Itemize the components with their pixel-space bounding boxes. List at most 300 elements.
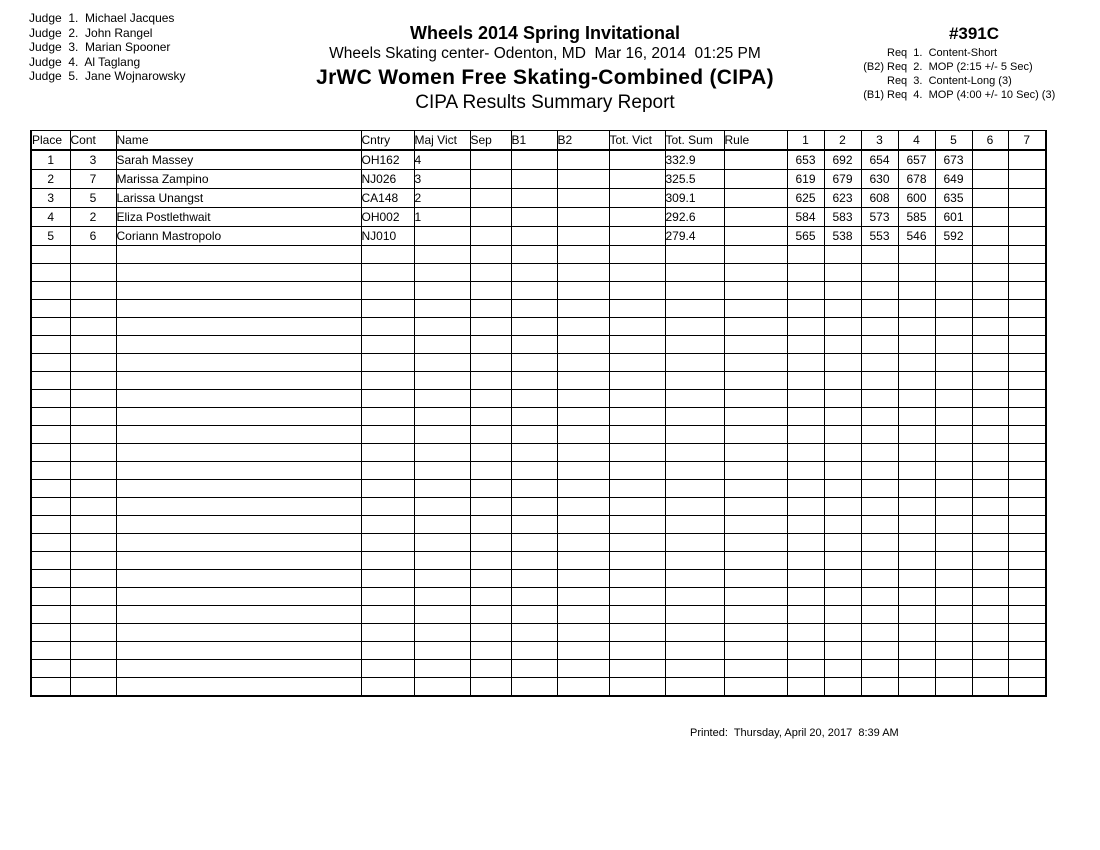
cell — [861, 570, 898, 588]
cell — [470, 552, 511, 570]
cell — [665, 480, 724, 498]
judge-line-2: Judge 2. John Rangel — [29, 25, 153, 40]
cell — [898, 408, 935, 426]
cell — [557, 678, 609, 696]
cell — [414, 498, 470, 516]
column-header: 5 — [935, 131, 972, 151]
cell — [414, 462, 470, 480]
column-header: Place — [31, 131, 70, 151]
cell — [470, 444, 511, 462]
cell — [470, 516, 511, 534]
cell — [972, 282, 1008, 300]
cell — [609, 606, 665, 624]
cell — [972, 336, 1008, 354]
cell: 2 — [70, 208, 116, 227]
cell — [724, 462, 787, 480]
cell — [361, 660, 414, 678]
cell — [1008, 480, 1046, 498]
cell — [70, 444, 116, 462]
cell: 292.6 — [665, 208, 724, 227]
cell — [787, 246, 824, 264]
cell — [665, 588, 724, 606]
cell: 619 — [787, 170, 824, 189]
table-row — [31, 606, 1046, 624]
cell — [31, 444, 70, 462]
cell: 3 — [414, 170, 470, 189]
cell — [972, 227, 1008, 246]
cell — [116, 570, 361, 588]
cell — [70, 354, 116, 372]
results-table-body — [31, 150, 1046, 696]
cell — [609, 570, 665, 588]
cell — [861, 498, 898, 516]
cell — [665, 552, 724, 570]
cell: 7 — [70, 170, 116, 189]
column-header: Tot. Sum — [665, 131, 724, 151]
cell — [787, 264, 824, 282]
column-header: 2 — [824, 131, 861, 151]
cell — [116, 408, 361, 426]
cell — [898, 282, 935, 300]
cell — [787, 534, 824, 552]
table-row — [31, 516, 1046, 534]
cell — [824, 570, 861, 588]
cell — [414, 678, 470, 696]
cell — [414, 660, 470, 678]
cell — [609, 552, 665, 570]
cell — [609, 372, 665, 390]
cell — [557, 246, 609, 264]
cell — [414, 318, 470, 336]
cell — [70, 480, 116, 498]
cell — [898, 318, 935, 336]
cell — [972, 426, 1008, 444]
cell — [361, 282, 414, 300]
cell — [511, 170, 557, 189]
judge-line-1: Judge 1. Michael Jacques — [29, 11, 175, 25]
cell — [824, 336, 861, 354]
cell — [724, 208, 787, 227]
cell — [609, 264, 665, 282]
judge-line-4: Judge 4. Al Taglang — [29, 54, 141, 69]
cell — [824, 372, 861, 390]
table-row — [31, 534, 1046, 552]
cell — [1008, 318, 1046, 336]
cell — [972, 642, 1008, 660]
cell — [787, 426, 824, 444]
cell — [511, 372, 557, 390]
cell — [609, 282, 665, 300]
cell — [898, 678, 935, 696]
column-header: 3 — [861, 131, 898, 151]
cell: 546 — [898, 227, 935, 246]
cell — [824, 318, 861, 336]
cell — [470, 462, 511, 480]
cell: 309.1 — [665, 189, 724, 208]
cell — [609, 660, 665, 678]
cell — [861, 480, 898, 498]
cell: Eliza Postlethwait — [116, 208, 361, 227]
cell — [557, 462, 609, 480]
cell — [31, 534, 70, 552]
cell — [824, 678, 861, 696]
cell: 538 — [824, 227, 861, 246]
cell — [724, 189, 787, 208]
cell — [824, 264, 861, 282]
cell — [861, 516, 898, 534]
cell: 325.5 — [665, 170, 724, 189]
cell — [470, 318, 511, 336]
cell: 5 — [70, 189, 116, 208]
cell — [898, 516, 935, 534]
table-row — [31, 462, 1046, 480]
cell — [665, 300, 724, 318]
cell — [972, 462, 1008, 480]
cell — [557, 150, 609, 170]
cell — [116, 264, 361, 282]
cell — [557, 354, 609, 372]
cell — [31, 480, 70, 498]
cell: 553 — [861, 227, 898, 246]
cell — [470, 208, 511, 227]
cell: 4 — [414, 150, 470, 170]
cell — [70, 534, 116, 552]
cell — [935, 678, 972, 696]
cell — [724, 534, 787, 552]
cell — [470, 372, 511, 390]
cell: 679 — [824, 170, 861, 189]
cell — [724, 588, 787, 606]
cell — [609, 534, 665, 552]
cell — [511, 642, 557, 660]
cell — [1008, 170, 1046, 189]
cell — [609, 208, 665, 227]
table-row — [31, 660, 1046, 678]
cell — [1008, 552, 1046, 570]
cell: 1 — [31, 150, 70, 170]
cell — [609, 516, 665, 534]
cell — [1008, 606, 1046, 624]
cell — [724, 354, 787, 372]
cell — [665, 408, 724, 426]
cell — [511, 336, 557, 354]
cell — [1008, 390, 1046, 408]
requirement-prefix: (B2) — [863, 61, 884, 73]
cell: 649 — [935, 170, 972, 189]
cell: 673 — [935, 150, 972, 170]
cell: 573 — [861, 208, 898, 227]
cell — [557, 227, 609, 246]
cell — [609, 354, 665, 372]
cell — [609, 189, 665, 208]
cell — [724, 227, 787, 246]
column-header: Rule — [724, 131, 787, 151]
column-header: 7 — [1008, 131, 1046, 151]
cell: Larissa Unangst — [116, 189, 361, 208]
cell — [116, 552, 361, 570]
cell — [557, 390, 609, 408]
cell — [1008, 534, 1046, 552]
cell: OH002 — [361, 208, 414, 227]
column-header: 6 — [972, 131, 1008, 151]
cell — [470, 150, 511, 170]
cell — [414, 354, 470, 372]
cell — [898, 372, 935, 390]
cell — [724, 336, 787, 354]
cell — [70, 606, 116, 624]
judges-list — [29, 11, 186, 84]
table-row — [31, 372, 1046, 390]
cell — [1008, 660, 1046, 678]
cell — [511, 516, 557, 534]
cell: 635 — [935, 189, 972, 208]
cell — [609, 227, 665, 246]
cell — [724, 444, 787, 462]
venue-datetime: Wheels Skating center- Odenton, MD Mar 16, 2014 01:25 PM — [329, 45, 761, 62]
cell — [861, 606, 898, 624]
cell — [414, 426, 470, 444]
cell — [861, 300, 898, 318]
cell — [511, 534, 557, 552]
cell — [361, 570, 414, 588]
cell — [898, 444, 935, 462]
cell — [972, 189, 1008, 208]
cell — [31, 570, 70, 588]
table-row — [31, 624, 1046, 642]
cell: CA148 — [361, 189, 414, 208]
cell — [470, 606, 511, 624]
cell — [557, 336, 609, 354]
cell — [824, 516, 861, 534]
cell: 654 — [861, 150, 898, 170]
cell — [724, 246, 787, 264]
cell — [935, 300, 972, 318]
cell — [31, 426, 70, 444]
cell — [116, 390, 361, 408]
cell — [361, 498, 414, 516]
cell — [972, 678, 1008, 696]
cell — [935, 498, 972, 516]
cell: 4 — [31, 208, 70, 227]
cell — [361, 462, 414, 480]
cell — [470, 570, 511, 588]
cell — [972, 444, 1008, 462]
cell — [470, 390, 511, 408]
cell — [898, 498, 935, 516]
cell — [470, 336, 511, 354]
cell — [972, 570, 1008, 588]
cell — [724, 552, 787, 570]
cell — [724, 150, 787, 170]
column-header: Maj Vict — [414, 131, 470, 151]
cell — [787, 354, 824, 372]
cell — [116, 516, 361, 534]
cell — [972, 390, 1008, 408]
cell — [361, 354, 414, 372]
cell — [935, 516, 972, 534]
cell — [31, 624, 70, 642]
cell — [609, 444, 665, 462]
cell — [557, 372, 609, 390]
cell — [935, 408, 972, 426]
cell: 565 — [787, 227, 824, 246]
table-row — [31, 642, 1046, 660]
cell — [414, 227, 470, 246]
cell — [116, 606, 361, 624]
cell — [70, 570, 116, 588]
cell — [361, 264, 414, 282]
table-row — [31, 444, 1046, 462]
cell — [898, 660, 935, 678]
cell — [1008, 264, 1046, 282]
cell — [557, 624, 609, 642]
cell — [787, 498, 824, 516]
cell — [470, 227, 511, 246]
cell — [557, 300, 609, 318]
cell — [116, 498, 361, 516]
results-table — [30, 130, 1047, 697]
cell: 583 — [824, 208, 861, 227]
cell — [31, 282, 70, 300]
requirement-text: Req 1. Content-Short — [887, 47, 998, 59]
cell — [557, 208, 609, 227]
cell — [470, 189, 511, 208]
cell — [70, 264, 116, 282]
cell — [935, 318, 972, 336]
cell: 3 — [31, 189, 70, 208]
cell — [414, 282, 470, 300]
cell — [724, 570, 787, 588]
cell — [557, 170, 609, 189]
requirement-line-4 — [856, 88, 1055, 102]
cell — [1008, 678, 1046, 696]
cell — [609, 246, 665, 264]
cell — [361, 426, 414, 444]
cell — [361, 588, 414, 606]
cell — [511, 246, 557, 264]
cell — [414, 516, 470, 534]
cell — [1008, 642, 1046, 660]
cell — [935, 282, 972, 300]
cell — [898, 390, 935, 408]
cell — [787, 588, 824, 606]
cell — [511, 408, 557, 426]
cell — [361, 552, 414, 570]
cell — [898, 426, 935, 444]
cell — [70, 462, 116, 480]
cell — [70, 336, 116, 354]
cell — [787, 390, 824, 408]
cell — [824, 480, 861, 498]
table-row — [31, 246, 1046, 264]
cell: 2 — [31, 170, 70, 189]
cell — [511, 390, 557, 408]
cell — [861, 678, 898, 696]
column-header: Cont — [70, 131, 116, 151]
cell — [414, 480, 470, 498]
cell: 6 — [70, 227, 116, 246]
cell — [724, 390, 787, 408]
cell — [70, 390, 116, 408]
cell — [511, 426, 557, 444]
cell — [824, 552, 861, 570]
cell: 1 — [414, 208, 470, 227]
table-row — [31, 588, 1046, 606]
cell — [861, 552, 898, 570]
cell — [935, 336, 972, 354]
cell — [414, 390, 470, 408]
cell — [116, 300, 361, 318]
cell — [361, 642, 414, 660]
cell — [116, 426, 361, 444]
cell — [609, 170, 665, 189]
cell — [861, 264, 898, 282]
cell — [609, 588, 665, 606]
cell — [787, 462, 824, 480]
cell — [361, 624, 414, 642]
cell — [861, 372, 898, 390]
cell — [935, 354, 972, 372]
judge-line-5: Judge 5. Jane Wojnarowsky — [29, 69, 186, 83]
event-number: #391C — [948, 24, 1000, 43]
cell — [70, 282, 116, 300]
cell — [665, 678, 724, 696]
requirement-prefix: (B1) — [863, 89, 884, 101]
cell — [787, 624, 824, 642]
cell — [1008, 516, 1046, 534]
cell — [116, 588, 361, 606]
cell — [414, 408, 470, 426]
cell — [414, 246, 470, 264]
cell — [935, 588, 972, 606]
cell — [972, 624, 1008, 642]
cell — [935, 390, 972, 408]
cell — [898, 588, 935, 606]
cell — [31, 264, 70, 282]
cell — [665, 318, 724, 336]
cell — [724, 318, 787, 336]
cell — [972, 208, 1008, 227]
cell — [972, 480, 1008, 498]
cell — [70, 246, 116, 264]
cell — [665, 372, 724, 390]
cell: 279.4 — [665, 227, 724, 246]
cell — [824, 462, 861, 480]
cell — [511, 227, 557, 246]
report-header — [257, 22, 833, 114]
cell — [665, 246, 724, 264]
cell — [1008, 372, 1046, 390]
cell — [70, 426, 116, 444]
table-row — [31, 150, 1046, 170]
cell — [898, 642, 935, 660]
cell — [824, 660, 861, 678]
column-header: Sep — [470, 131, 511, 151]
cell — [787, 480, 824, 498]
cell — [116, 624, 361, 642]
cell — [557, 534, 609, 552]
cell — [31, 354, 70, 372]
cell — [511, 318, 557, 336]
cell — [861, 390, 898, 408]
cell — [1008, 444, 1046, 462]
cell — [724, 480, 787, 498]
cell — [665, 570, 724, 588]
table-row — [31, 480, 1046, 498]
cell — [787, 318, 824, 336]
cell — [361, 336, 414, 354]
cell — [557, 588, 609, 606]
